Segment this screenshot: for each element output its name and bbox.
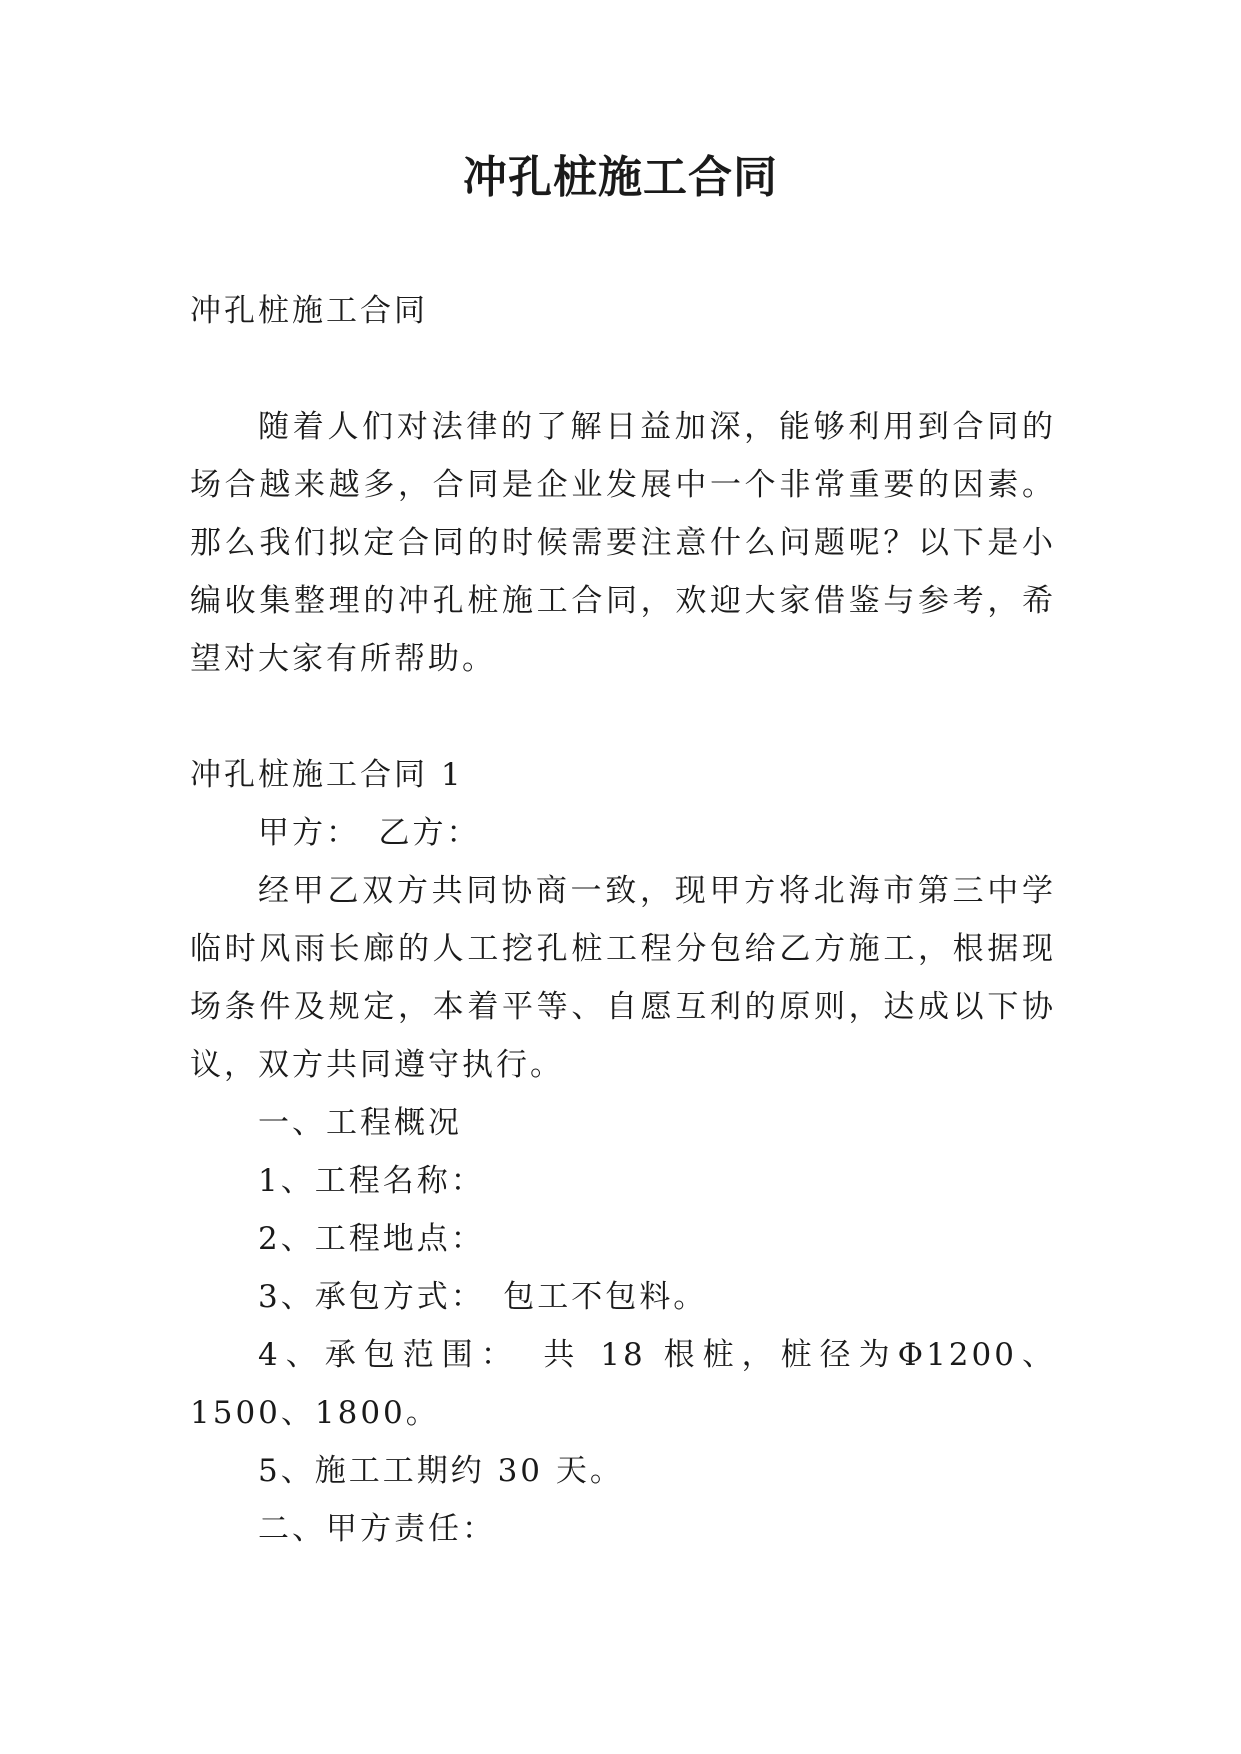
parties-line: 甲方： 乙方： <box>258 815 481 851</box>
item-contract-scope: 4、承包范围： 共 18 根桩，桩径为Φ1200、1500、1800。 <box>190 1337 1056 1431</box>
item-construction-period: 5、施工工期约 30 天。 <box>258 1453 624 1489</box>
document-title: 冲孔桩施工合同 <box>463 152 778 203</box>
document-subtitle: 冲孔桩施工合同 <box>190 293 428 329</box>
item-project-location: 2、工程地点： <box>258 1221 485 1257</box>
intro-paragraph: 随着人们对法律的了解日益加深，能够利用到合同的场合越来越多，合同是企业发展中一个非常重要的因素。那么我们拟定合同的时候需要注意什么问题呢？以下是小编收集整理的冲孔桩施工合同，欢迎大家借鉴与参考，希望对大家有所帮助。 <box>190 409 1056 677</box>
part1-heading: 一、工程概况 <box>258 1105 462 1141</box>
document-body <box>190 282 1056 1558</box>
item-contract-method: 3、承包方式： 包工不包料。 <box>258 1279 708 1315</box>
section-heading: 冲孔桩施工合同 1 <box>190 757 464 793</box>
item-project-name: 1、工程名称： <box>258 1163 485 1199</box>
part2-heading: 二、甲方责任： <box>258 1511 496 1547</box>
agreement-paragraph: 经甲乙双方共同协商一致，现甲方将北海市第三中学临时风雨长廊的人工挖孔桩工程分包给乙方施工，根据现场条件及规定，本着平等、自愿互利的原则，达成以下协议，双方共同遵守执行。 <box>190 873 1056 1083</box>
